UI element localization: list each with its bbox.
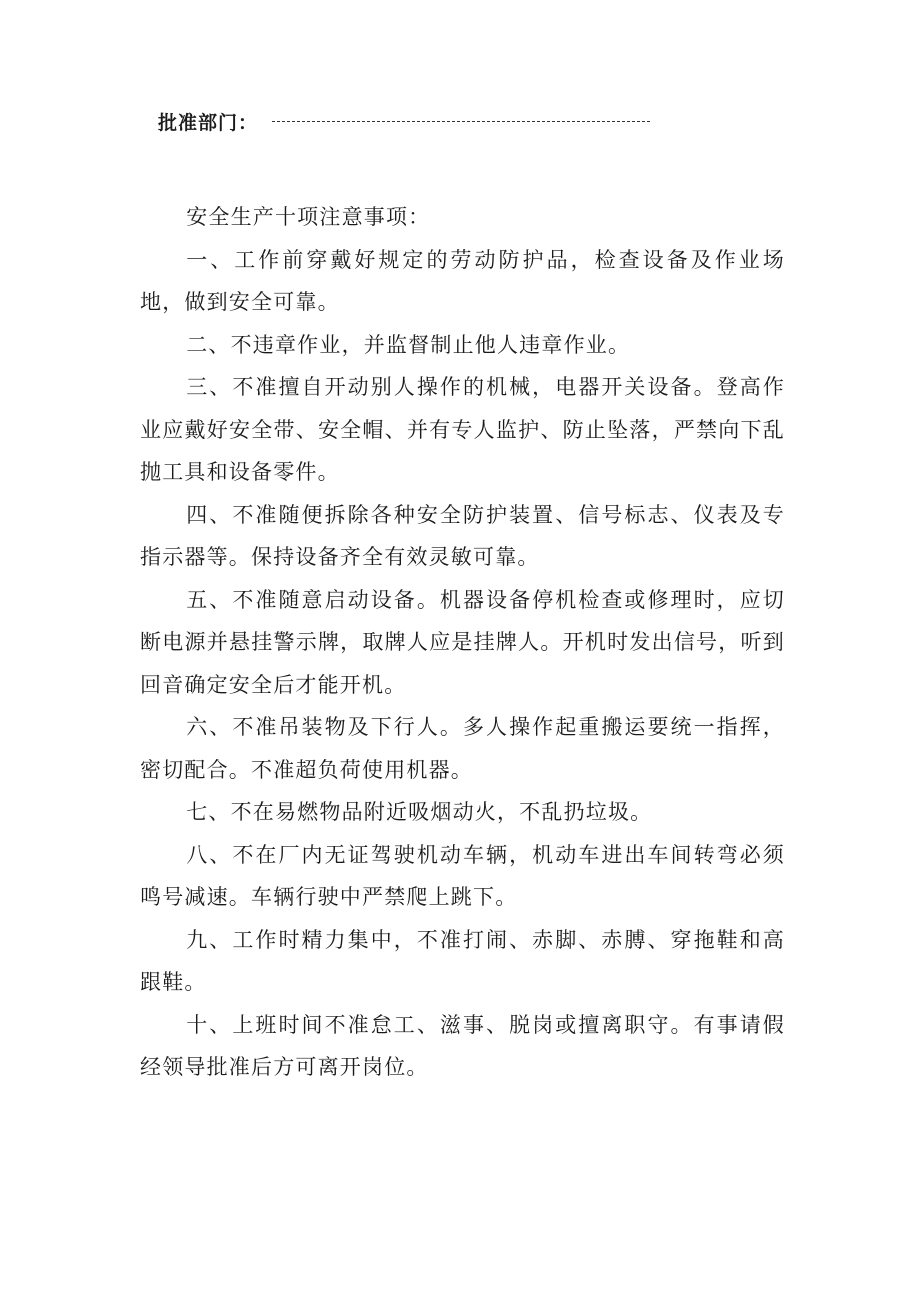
approval-blank-line — [272, 121, 650, 122]
notice-item-2: 二、不违章作业，并监督制止他人违章作业。 — [186, 332, 631, 357]
notice-item-3: 三、不准擅自开动别人操作的机械，电器开关设备。登高作业应戴好安全带、安全帽、并有专人监护、防止坠落，严禁向下乱抛工具和设备零件。 — [140, 375, 785, 484]
notice-item-4: 四、不准随便拆除各种安全防护装置、信号标志、仪表及专指示器等。保持设备齐全有效灵敏可靠。 — [140, 502, 785, 569]
approval-line — [158, 108, 650, 135]
notice-item-8: 八、不在厂内无证驾驶机动车辆，机动车进出车间转弯必须鸣号减速。车辆行驶中严禁爬上跳下。 — [140, 842, 785, 909]
notice-item-7: 七、不在易燃物品附近吸烟动火，不乱扔垃圾。 — [186, 800, 653, 824]
notice-body — [140, 196, 785, 1089]
notice-item-6: 六、不准吊装物及下行人。多人操作起重搬运要统一指挥，密切配合。不准超负荷使用机器。 — [140, 715, 785, 782]
notice-item-1: 一、工作前穿戴好规定的劳动防护品，检查设备及作业场地，做到安全可靠。 — [140, 247, 785, 314]
approval-label: 批准部门： — [158, 112, 259, 134]
notice-item-10: 十、上班时间不准怠工、滋事、脱岗或擅离职守。有事请假经领导批准后方可离开岗位。 — [140, 1012, 785, 1079]
notice-item-5: 五、不准随意启动设备。机器设备停机检查或修理时，应切断电源并悬挂警示牌，取牌人应是挂牌人。开机时发出信号，听到回音确定安全后才能开机。 — [140, 587, 785, 697]
notice-title: 安全生产十项注意事项： — [186, 205, 431, 229]
notice-item-9: 九、工作时精力集中，不准打闹、赤脚、赤膊、穿拖鞋和高跟鞋。 — [140, 927, 785, 994]
